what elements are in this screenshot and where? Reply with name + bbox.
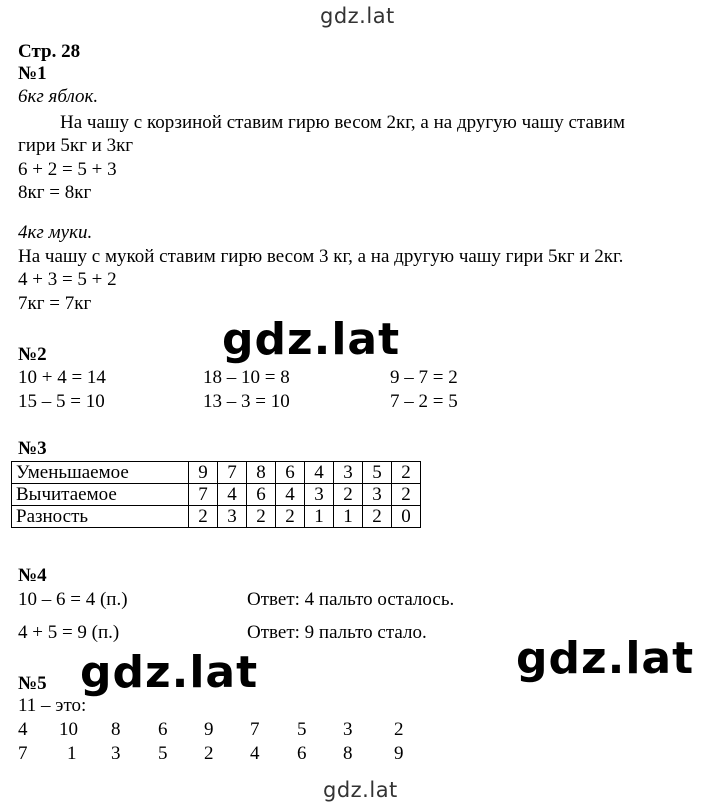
row-label: Вычитаемое [12, 484, 189, 506]
table-cell: 4 [276, 484, 305, 506]
ex1-a-text: На чашу с корзиной ставим гирю весом 2кг, а на другую чашу ставим [60, 112, 626, 133]
ex5-number: 9 [394, 743, 404, 764]
table-cell: 2 [363, 506, 392, 528]
ex5-number: 4 [250, 743, 260, 764]
table-cell: 3 [305, 484, 334, 506]
ex5-number: 8 [343, 743, 353, 764]
table-row [12, 484, 421, 506]
table-cell: 6 [247, 484, 276, 506]
ex5-number: 6 [297, 743, 307, 764]
ex5-number: 7 [250, 719, 260, 740]
table-cell: 8 [247, 462, 276, 484]
table-cell: 3 [218, 506, 247, 528]
ex1-b-equation: 7кг = 7кг [18, 293, 92, 314]
table-cell: 2 [189, 506, 218, 528]
ex5-number: 3 [111, 743, 121, 764]
row-label: Разность [12, 506, 189, 528]
table-cell: 2 [392, 462, 421, 484]
table-cell: 3 [334, 462, 363, 484]
watermark-top: gdz.lat [320, 4, 395, 28]
table-cell: 7 [218, 462, 247, 484]
watermark-bottom: gdz.lat [323, 778, 398, 802]
table-cell: 1 [305, 506, 334, 528]
table-cell: 1 [334, 506, 363, 528]
table-cell: 9 [189, 462, 218, 484]
row-label: Уменьшаемое [12, 462, 189, 484]
table-cell: 7 [189, 484, 218, 506]
ex1-a-title: 6кг яблок. [18, 86, 99, 107]
table-cell: 3 [363, 484, 392, 506]
ex5-number: 10 [59, 719, 78, 740]
ex4-equation: 4 + 5 = 9 (п.) [18, 622, 120, 643]
subtraction-table [11, 461, 421, 528]
ex1-b-text: На чашу с мукой ставим гирю весом 3 кг, а на другую чашу гири 5кг и 2кг. [18, 246, 624, 267]
ex5-number: 9 [204, 719, 214, 740]
ex1-b-title: 4кг муки. [18, 222, 93, 243]
ex5-number: 4 [18, 719, 28, 740]
table-row [12, 506, 421, 528]
ex5-number: 5 [297, 719, 307, 740]
ex2-equation: 15 – 5 = 10 [18, 391, 105, 412]
table-cell: 4 [305, 462, 334, 484]
ex1-a-equation: 8кг = 8кг [18, 182, 92, 203]
watermark-large: gdz.lat [222, 314, 401, 365]
ex4-equation: 10 – 6 = 4 (п.) [18, 589, 128, 610]
ex2-equation: 10 + 4 = 14 [18, 367, 106, 388]
ex5-number: 1 [67, 743, 77, 764]
ex5-number: 2 [394, 719, 404, 740]
table-cell: 6 [276, 462, 305, 484]
table-cell: 2 [334, 484, 363, 506]
exercise-1-heading: №1 [18, 63, 47, 84]
ex1-a-equation: 6 + 2 = 5 + 3 [18, 159, 117, 180]
ex5-intro: 11 – это: [18, 695, 87, 716]
table-cell: 5 [363, 462, 392, 484]
table-cell: 4 [218, 484, 247, 506]
ex5-number: 6 [158, 719, 168, 740]
ex1-b-equation: 4 + 3 = 5 + 2 [18, 269, 117, 290]
ex2-equation: 18 – 10 = 8 [203, 367, 290, 388]
ex4-answer: Ответ: 9 пальто стало. [247, 622, 427, 643]
exercise-4-heading: №4 [18, 565, 47, 586]
ex2-equation: 9 – 7 = 2 [390, 367, 458, 388]
table-cell: 0 [392, 506, 421, 528]
page-title: Стр. 28 [18, 41, 81, 62]
ex5-number: 7 [18, 743, 28, 764]
ex2-equation: 13 – 3 = 10 [203, 391, 290, 412]
table-cell: 2 [247, 506, 276, 528]
watermark-large: gdz.lat [516, 633, 695, 684]
ex1-a-text: гири 5кг и 3кг [18, 135, 134, 156]
ex2-equation: 7 – 2 = 5 [390, 391, 458, 412]
exercise-5-heading: №5 [18, 673, 47, 694]
ex5-number: 8 [111, 719, 121, 740]
table-row [12, 462, 421, 484]
watermark-large: gdz.lat [80, 647, 259, 698]
ex5-number: 5 [158, 743, 168, 764]
ex4-answer: Ответ: 4 пальто осталось. [247, 589, 455, 610]
exercise-2-heading: №2 [18, 344, 47, 365]
table-cell: 2 [392, 484, 421, 506]
table-cell: 2 [276, 506, 305, 528]
ex5-number: 2 [204, 743, 214, 764]
ex5-number: 3 [343, 719, 353, 740]
exercise-3-heading: №3 [18, 438, 47, 459]
